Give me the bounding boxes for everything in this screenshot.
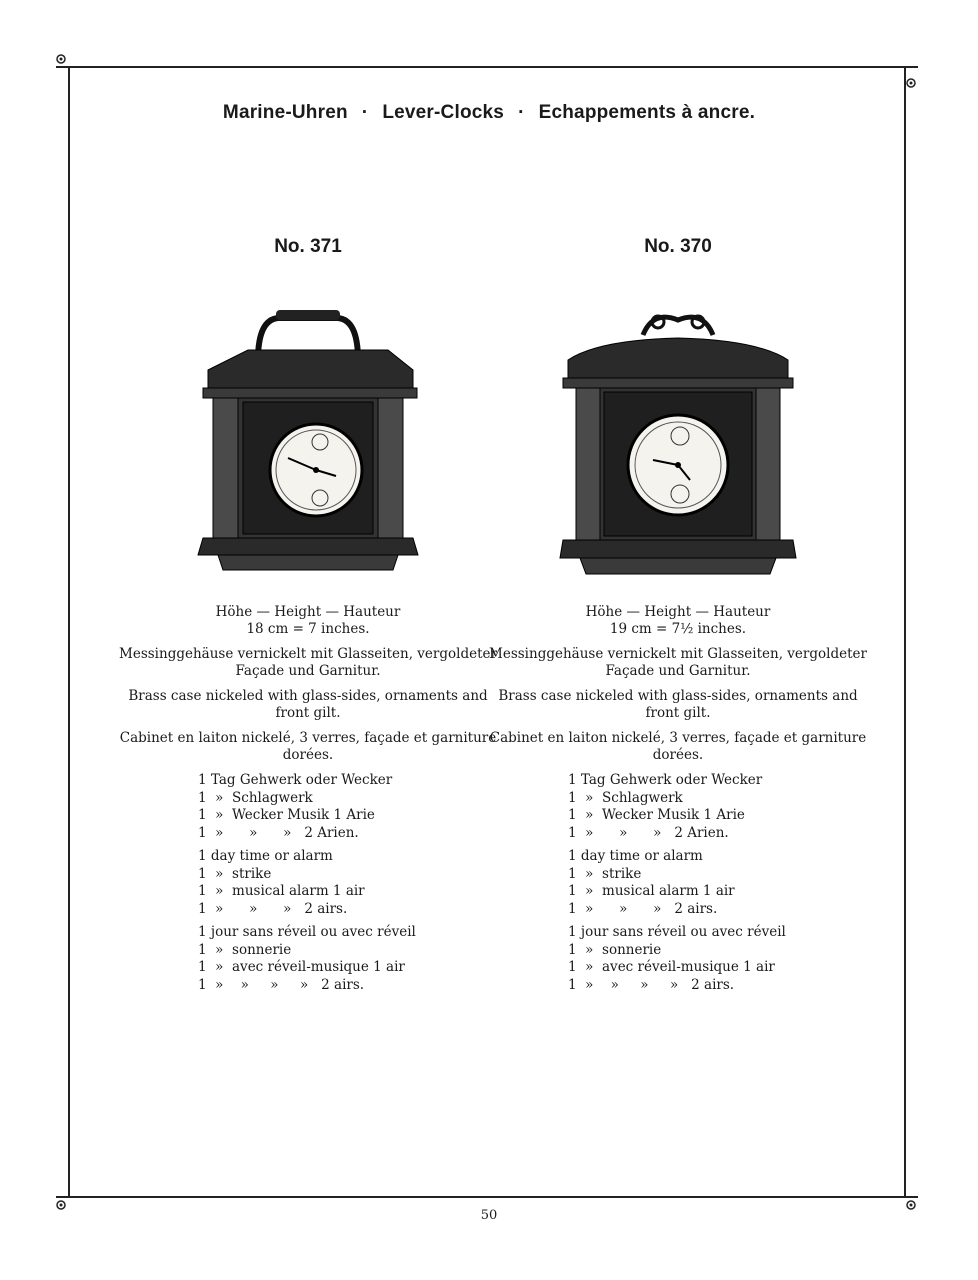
- description-french: Cabinet en laiton nickelé, 3 verres, façade et garniture dorées.: [119, 730, 497, 763]
- list-item: 1 » sonnerie: [568, 941, 662, 958]
- carriage-clock-370-illustration: [558, 280, 798, 580]
- list-item: 1 » avec réveil-musique 1 air: [568, 959, 775, 975]
- corner-ornament-icon: [54, 52, 68, 66]
- list-item: 1 » Wecker Musik 1 Arie: [568, 807, 745, 823]
- list-item: 1 » Wecker Musik 1 Arie: [198, 807, 375, 823]
- page-number: 50: [480, 1208, 498, 1223]
- variants-french: [198, 924, 418, 994]
- description-english: Brass case nickeled with glass-sides, ornaments and front gilt.: [128, 688, 488, 721]
- list-item: 1 jour sans réveil ou avec réveil: [198, 924, 416, 940]
- list-item: 1 day time or alarm: [198, 848, 333, 864]
- corner-ornament-icon: [904, 76, 918, 90]
- height-info: [118, 604, 498, 638]
- product-371: [118, 236, 498, 1000]
- variants-german: [568, 772, 788, 842]
- title-separator: ·: [361, 102, 369, 123]
- list-item: 1 » sonnerie: [198, 941, 292, 958]
- list-item: 1 » musical alarm 1 air: [568, 883, 735, 899]
- list-item: 1 » » » 2 airs.: [568, 900, 718, 917]
- list-item: 1 » » » 2 Arien.: [568, 824, 729, 841]
- list-item: 1 » Schlagwerk: [568, 789, 683, 806]
- title-french: Echappements à ancre.: [538, 102, 756, 123]
- title-english: Lever-Clocks: [382, 102, 505, 123]
- height-label: Höhe — Height — Hauteur: [585, 604, 771, 620]
- model-number: No. 371: [274, 236, 342, 257]
- height-value: 19 cm = 7½ inches.: [609, 621, 747, 637]
- list-item: 1 jour sans réveil ou avec réveil: [568, 924, 786, 940]
- height-value: 18 cm = 7 inches.: [246, 621, 370, 637]
- description-german: Messinggehäuse vernickelt mit Glasseiten, vergoldeter Façade und Garnitur.: [489, 646, 867, 679]
- variants-english: [198, 848, 418, 918]
- list-item: 1 » Schlagwerk: [198, 789, 313, 806]
- variants-german: [198, 772, 418, 842]
- list-item: 1 » strike: [568, 865, 642, 882]
- description-english: Brass case nickeled with glass-sides, ornaments and front gilt.: [498, 688, 858, 721]
- list-item: 1 » » » » 2 airs.: [568, 976, 735, 993]
- variants-french: [568, 924, 788, 994]
- list-item: 1 Tag Gehwerk oder Wecker: [198, 772, 393, 788]
- description-french: Cabinet en laiton nickelé, 3 verres, façade et garniture dorées.: [489, 730, 867, 763]
- height-info: [488, 604, 868, 638]
- page-title: [0, 102, 978, 124]
- carriage-clock-371-illustration: [188, 280, 428, 580]
- variants-english: [568, 848, 788, 918]
- title-german: Marine-Uhren: [222, 102, 348, 123]
- description-german: Messinggehäuse vernickelt mit Glasseiten, vergoldeter Façade und Garnitur.: [119, 646, 497, 679]
- product-370: [488, 236, 868, 1000]
- list-item: 1 day time or alarm: [568, 848, 703, 864]
- list-item: 1 Tag Gehwerk oder Wecker: [568, 772, 763, 788]
- list-item: 1 » » » » 2 airs.: [198, 976, 365, 993]
- list-item: 1 » musical alarm 1 air: [198, 883, 365, 899]
- height-label: Höhe — Height — Hauteur: [215, 604, 401, 620]
- model-number: No. 370: [644, 236, 712, 257]
- list-item: 1 » avec réveil-musique 1 air: [198, 959, 405, 975]
- list-item: 1 » » » 2 Arien.: [198, 824, 359, 841]
- title-separator: ·: [518, 102, 525, 123]
- list-item: 1 » strike: [198, 865, 272, 882]
- list-item: 1 » » » 2 airs.: [198, 900, 348, 917]
